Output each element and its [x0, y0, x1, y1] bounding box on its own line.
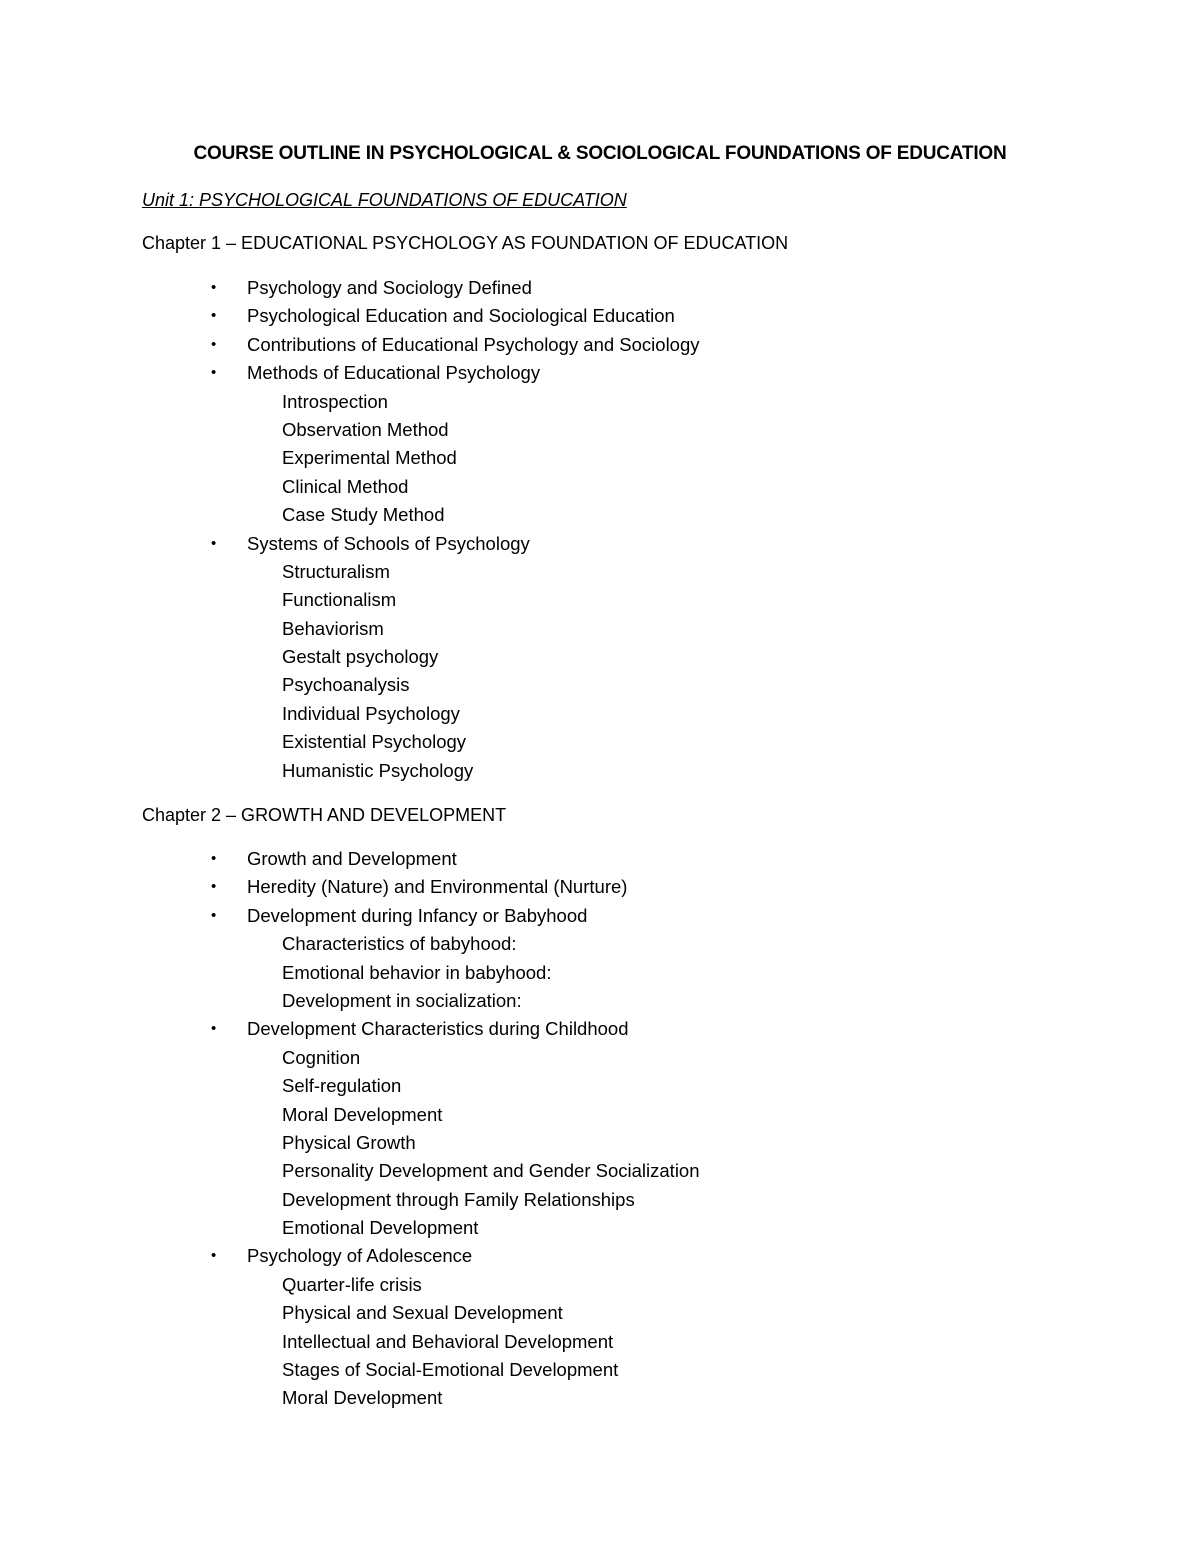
outline-subitem-label: Moral Development [282, 1103, 443, 1125]
bullet-icon: • [211, 307, 217, 325]
outline-subitem-label: Emotional Development [282, 1217, 479, 1239]
bullet-icon: • [211, 1247, 217, 1265]
outline-subitem-label: Cognition [282, 1046, 361, 1068]
outline-item-label: Heredity (Nature) and Environmental (Nurture) [247, 876, 628, 898]
outline-subitem-label: Emotional behavior in babyhood: [282, 961, 552, 983]
outline-subitem-label: Psychoanalysis [282, 674, 410, 696]
bullet-icon: • [211, 850, 217, 867]
document-title: COURSE OUTLINE IN PSYCHOLOGICAL & SOCIOLOGICAL FOUNDATIONS OF EDUCATION [193, 143, 1007, 164]
outline-subitem-label: Intellectual and Behavioral Development [282, 1330, 614, 1352]
bullet-icon: • [211, 1020, 217, 1038]
outline-subitem-label: Development in socialization: [282, 989, 522, 1011]
outline-subitem-label: Functionalism [282, 589, 397, 611]
outline-item-label: Systems of Schools of Psychology [247, 532, 530, 554]
outline-item-label: Development Characteristics during Childhood [247, 1018, 629, 1040]
bullet-icon: • [211, 906, 217, 924]
outline-subitem-label: Experimental Method [282, 447, 457, 469]
outline-subitem-label: Self-regulation [282, 1075, 402, 1097]
outline-subitem-label: Structuralism [282, 560, 390, 582]
outline-subitem-label: Observation Method [282, 418, 449, 440]
outline-item-label: Growth and Development [247, 848, 457, 869]
outline-subitem-label: Quarter-life crisis [282, 1273, 422, 1295]
outline-subitem-label: Development through Family Relationships [282, 1188, 635, 1210]
outline-subitem-label: Gestalt psychology [282, 646, 439, 668]
bullet-icon: • [211, 364, 217, 382]
bullet-icon: • [211, 878, 217, 896]
outline-subitem-label: Humanistic Psychology [282, 759, 474, 781]
bullet-icon: • [211, 335, 217, 353]
outline-subitem-label: Case Study Method [282, 504, 445, 526]
outline-subitem-label: Physical Growth [282, 1131, 416, 1153]
outline-subitem-label: Stages of Social-Emotional Development [282, 1359, 619, 1381]
outline-subitem-label: Moral Development [282, 1387, 443, 1409]
outline-subitem-label: Characteristics of babyhood: [282, 933, 517, 955]
chapter-1-heading: Chapter 1 – EDUCATIONAL PSYCHOLOGY AS FOUNDATION OF EDUCATION [142, 233, 789, 253]
unit-heading: Unit 1: PSYCHOLOGICAL FOUNDATIONS OF EDUCATION [142, 190, 627, 210]
outline-subitem-label: Physical and Sexual Development [282, 1302, 563, 1324]
outline-item-label: Methods of Educational Psychology [247, 362, 541, 384]
outline-subitem-label: Behaviorism [282, 617, 384, 639]
outline-subitem-label: Individual Psychology [282, 702, 460, 724]
outline-subitem-label: Introspection [282, 390, 388, 412]
outline-subitem-label: Existential Psychology [282, 731, 467, 753]
bullet-icon: • [211, 534, 217, 552]
outline-subitem-label: Personality Development and Gender Socialization [282, 1160, 700, 1182]
outline-item-label: Development during Infancy or Babyhood [247, 904, 588, 926]
outline-item-label: Psychological Education and Sociological Education [247, 305, 675, 327]
chapter-2-heading: Chapter 2 – GROWTH AND DEVELOPMENT [142, 805, 507, 825]
outline-item-label: Psychology and Sociology Defined [247, 277, 532, 298]
outline-item-label: Psychology of Adolescence [247, 1245, 473, 1267]
outline-item-label: Contributions of Educational Psychology and Sociology [247, 333, 700, 355]
bullet-icon: • [211, 279, 217, 296]
outline-subitem-label: Clinical Method [282, 475, 409, 497]
